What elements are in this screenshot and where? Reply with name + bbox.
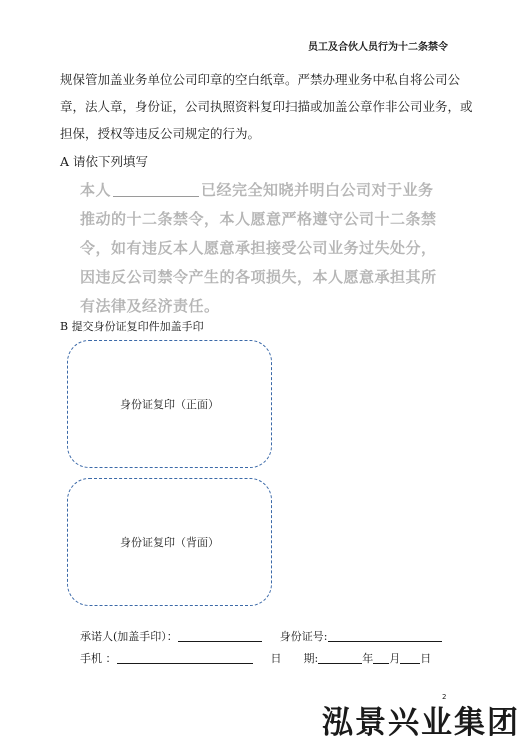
promisor-label: 承诺人(加盖手印）： bbox=[80, 630, 178, 643]
date-day-unit: 日 bbox=[420, 652, 432, 665]
pledge-line-2: 推动的十二条禁令，本人愿意严格遵守公司十二条禁 bbox=[80, 210, 437, 228]
phone-field[interactable] bbox=[117, 652, 253, 664]
name-blank-field[interactable] bbox=[113, 180, 199, 197]
id-back-label: 身份证复印（背面） bbox=[120, 536, 219, 549]
section-a-heading: A 请依下列填写 bbox=[60, 154, 149, 169]
id-number-field[interactable] bbox=[328, 630, 442, 642]
date-label: 日 期: bbox=[270, 652, 319, 665]
signature-row-1 bbox=[80, 628, 442, 644]
paragraph-line: 规保管加盖业务单位公司印章的空白纸章。严禁办理业务中私自将公司公 bbox=[60, 72, 461, 87]
pledge-line-1-text: 已经完全知晓并明白公司对于业务 bbox=[201, 181, 434, 199]
pledge-line-5: 有法律及经济责任。 bbox=[80, 297, 220, 315]
paragraph-line: 章，法人章，身份证，公司执照资料复印扫描或加盖公章作非公司业务，或 bbox=[60, 99, 473, 114]
document-header-title: 员工及合伙人员行为十二条禁令 bbox=[308, 42, 448, 53]
date-day-field[interactable] bbox=[400, 652, 420, 664]
date-year-unit: 年 bbox=[362, 652, 374, 665]
page-number: 2 bbox=[442, 693, 447, 701]
id-front-copy-box[interactable] bbox=[67, 340, 272, 468]
promisor-signature-field[interactable] bbox=[178, 630, 262, 642]
phone-label: 手机 ： bbox=[80, 652, 117, 665]
id-back-copy-box[interactable] bbox=[67, 478, 272, 606]
date-month-field[interactable] bbox=[373, 652, 389, 664]
pledge-line-1 bbox=[80, 176, 480, 205]
paragraph-line: 担保，授权等违反公司规定的行为。 bbox=[60, 126, 261, 141]
id-number-label: 身份证号: bbox=[279, 630, 328, 643]
pledge-line-3: 令，如有违反本人愿意承担接受公司业务过失处分， bbox=[80, 239, 437, 257]
company-brand-logo: 泓景兴业集团 bbox=[322, 705, 520, 741]
pledge-line-4: 因违反公司禁令产生的各项损失，本人愿意承担其所 bbox=[80, 268, 437, 286]
id-front-label: 身份证复印（正面） bbox=[120, 398, 219, 411]
pledge-statement bbox=[80, 176, 480, 321]
section-b-heading: B 提交身份证复印件加盖手印 bbox=[60, 320, 204, 333]
date-month-unit: 月 bbox=[389, 652, 401, 665]
rules-paragraph bbox=[60, 66, 480, 147]
date-year-field[interactable] bbox=[318, 652, 362, 664]
signature-row-2 bbox=[80, 650, 431, 666]
pledge-prefix: 本人 bbox=[80, 181, 112, 199]
